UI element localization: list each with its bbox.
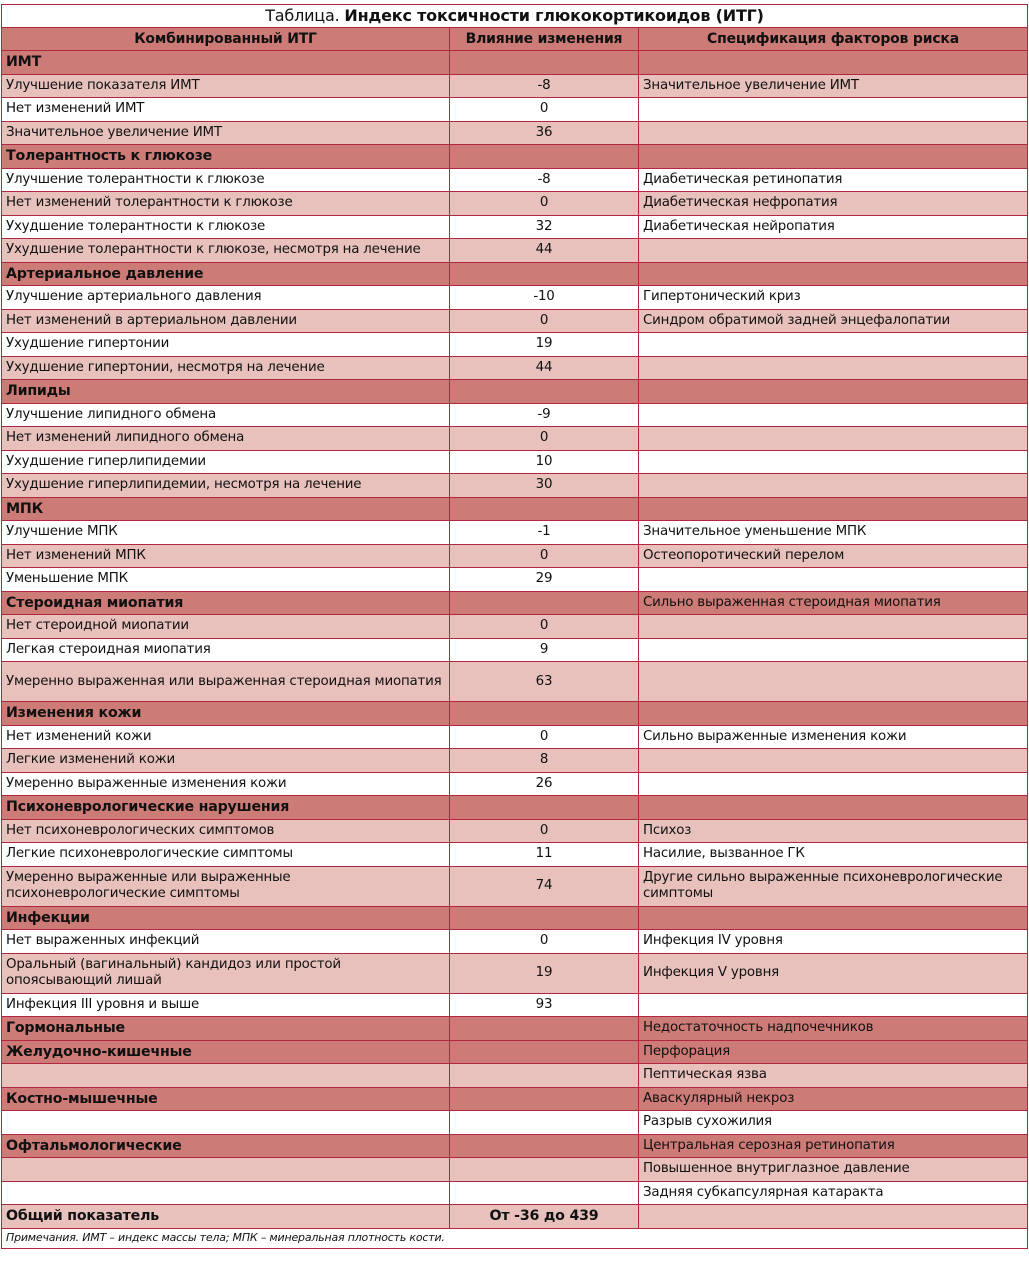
cell-change-impact	[450, 1064, 639, 1088]
cell-criterion: Умеренно выраженная или выраженная стероидная миопатия	[2, 662, 450, 702]
cell-change-impact: 0	[450, 819, 639, 843]
cell-change-impact: 93	[450, 993, 639, 1017]
cell-risk-factor: Насилие, вызванное ГК	[639, 843, 1028, 867]
cell-criterion: Инфекция III уровня и выше	[2, 993, 450, 1017]
cell-criterion: Легкая стероидная миопатия	[2, 638, 450, 662]
cell-risk-factor	[639, 615, 1028, 639]
cell-criterion: Ухудшение гиперлипидемии, несмотря на лечение	[2, 474, 450, 498]
cell-risk-factor	[639, 98, 1028, 122]
total-value: От -36 до 439	[450, 1205, 639, 1229]
cell-criterion: Ухудшение гиперлипидемии	[2, 450, 450, 474]
table-row	[2, 568, 1028, 592]
table-row	[2, 521, 1028, 545]
cell-risk-factor	[639, 474, 1028, 498]
table-row	[2, 544, 1028, 568]
table-row	[2, 403, 1028, 427]
cell-risk-factor	[639, 993, 1028, 1017]
section-row	[2, 1017, 1028, 1041]
section-row	[2, 1040, 1028, 1064]
cell-criterion: Стероидная миопатия	[2, 591, 450, 615]
cell-risk-factor: Психоз	[639, 819, 1028, 843]
cell-risk-factor	[639, 403, 1028, 427]
table-row	[2, 819, 1028, 843]
table-row	[2, 1064, 1028, 1088]
cell-risk-factor	[639, 796, 1028, 820]
cell-risk-factor: Диабетическая ретинопатия	[639, 168, 1028, 192]
cell-risk-factor	[639, 145, 1028, 169]
table-row	[2, 866, 1028, 906]
cell-risk-factor	[639, 749, 1028, 773]
cell-change-impact: 0	[450, 427, 639, 451]
cell-criterion: Изменения кожи	[2, 702, 450, 726]
cell-change-impact	[450, 1111, 639, 1135]
table-row	[2, 74, 1028, 98]
cell-risk-factor	[639, 380, 1028, 404]
cell-change-impact	[450, 1158, 639, 1182]
cell-risk-factor: Разрыв сухожилия	[639, 1111, 1028, 1135]
cell-risk-factor	[639, 662, 1028, 702]
cell-risk-factor	[639, 450, 1028, 474]
cell-risk-factor: Значительное уменьшение МПК	[639, 521, 1028, 545]
cell-criterion: Умеренно выраженные или выраженные психоневрологические симптомы	[2, 866, 450, 906]
gti-table	[1, 4, 1028, 1249]
cell-change-impact	[450, 906, 639, 930]
cell-change-impact: 74	[450, 866, 639, 906]
cell-risk-factor: Перфорация	[639, 1040, 1028, 1064]
table-row	[2, 1111, 1028, 1135]
table-row	[2, 725, 1028, 749]
table-row	[2, 843, 1028, 867]
cell-change-impact: 0	[450, 309, 639, 333]
cell-criterion: Артериальное давление	[2, 262, 450, 286]
table-row	[2, 749, 1028, 773]
cell-change-impact: 0	[450, 725, 639, 749]
cell-risk-factor	[639, 356, 1028, 380]
table-row	[2, 121, 1028, 145]
cell-criterion: Костно-мышечные	[2, 1087, 450, 1111]
cell-change-impact	[450, 1017, 639, 1041]
table-row	[2, 1181, 1028, 1205]
table-row	[2, 356, 1028, 380]
cell-change-impact: 8	[450, 749, 639, 773]
table-row	[2, 98, 1028, 122]
cell-criterion: МПК	[2, 497, 450, 521]
table-row	[2, 192, 1028, 216]
column-header-risk-factors: Спецификация факторов риска	[639, 28, 1028, 51]
cell-change-impact: -8	[450, 74, 639, 98]
cell-criterion: Ухудшение гипертонии, несмотря на лечение	[2, 356, 450, 380]
total-label: Общий показатель	[2, 1205, 450, 1229]
section-row	[2, 145, 1028, 169]
notes-row	[2, 1228, 1028, 1248]
cell-criterion: Ухудшение толерантности к глюкозе	[2, 215, 450, 239]
cell-risk-factor: Повышенное внутриглазное давление	[639, 1158, 1028, 1182]
cell-change-impact: -8	[450, 168, 639, 192]
cell-change-impact: 30	[450, 474, 639, 498]
table-row	[2, 1158, 1028, 1182]
cell-change-impact: 0	[450, 192, 639, 216]
cell-risk-factor	[639, 262, 1028, 286]
cell-change-impact	[450, 796, 639, 820]
table-row	[2, 427, 1028, 451]
cell-change-impact: 0	[450, 930, 639, 954]
cell-risk-factor	[639, 427, 1028, 451]
cell-risk-factor	[639, 51, 1028, 75]
cell-change-impact: 0	[450, 98, 639, 122]
table-row	[2, 930, 1028, 954]
cell-criterion	[2, 1158, 450, 1182]
cell-change-impact	[450, 51, 639, 75]
section-row	[2, 1134, 1028, 1158]
cell-change-impact	[450, 262, 639, 286]
table-row	[2, 772, 1028, 796]
cell-risk-factor	[639, 239, 1028, 263]
cell-change-impact: 0	[450, 544, 639, 568]
cell-risk-factor	[639, 702, 1028, 726]
cell-change-impact: 19	[450, 953, 639, 993]
cell-criterion: Инфекции	[2, 906, 450, 930]
cell-change-impact	[450, 1181, 639, 1205]
cell-risk-factor: Значительное увеличение ИМТ	[639, 74, 1028, 98]
cell-change-impact: 10	[450, 450, 639, 474]
cell-risk-factor: Недостаточность надпочечников	[639, 1017, 1028, 1041]
column-header-row	[2, 28, 1028, 51]
cell-change-impact: 26	[450, 772, 639, 796]
cell-criterion: Улучшение МПК	[2, 521, 450, 545]
cell-change-impact: 29	[450, 568, 639, 592]
cell-criterion: Нет изменений ИМТ	[2, 98, 450, 122]
section-row	[2, 1087, 1028, 1111]
cell-criterion: Улучшение липидного обмена	[2, 403, 450, 427]
section-row	[2, 51, 1028, 75]
cell-criterion: Ухудшение гипертонии	[2, 333, 450, 357]
cell-criterion: Оральный (вагинальный) кандидоз или простой опоясывающий лишай	[2, 953, 450, 993]
cell-change-impact	[450, 591, 639, 615]
cell-change-impact: 32	[450, 215, 639, 239]
cell-criterion: Улучшение показателя ИМТ	[2, 74, 450, 98]
cell-risk-factor	[639, 568, 1028, 592]
gti-table-container	[1, 4, 1027, 1249]
cell-change-impact: 19	[450, 333, 639, 357]
table-row	[2, 333, 1028, 357]
cell-change-impact: 11	[450, 843, 639, 867]
cell-criterion: Психоневрологические нарушения	[2, 796, 450, 820]
cell-criterion: Ухудшение толерантности к глюкозе, несмотря на лечение	[2, 239, 450, 263]
table-body	[2, 51, 1028, 1205]
cell-criterion: Легкие психоневрологические симптомы	[2, 843, 450, 867]
cell-change-impact: 44	[450, 356, 639, 380]
table-row	[2, 474, 1028, 498]
cell-change-impact	[450, 1040, 639, 1064]
cell-risk-factor: Аваскулярный некроз	[639, 1087, 1028, 1111]
cell-criterion: Нет изменений липидного обмена	[2, 427, 450, 451]
cell-change-impact: 63	[450, 662, 639, 702]
table-title-main: Индекс токсичности глюкокортикоидов (ИТГ)	[344, 6, 764, 25]
table-row	[2, 662, 1028, 702]
cell-risk-factor	[639, 906, 1028, 930]
cell-risk-factor: Диабетическая нейропатия	[639, 215, 1028, 239]
cell-risk-factor	[639, 638, 1028, 662]
cell-criterion: Нет изменений МПК	[2, 544, 450, 568]
table-row	[2, 168, 1028, 192]
cell-change-impact	[450, 1087, 639, 1111]
cell-risk-factor: Пептическая язва	[639, 1064, 1028, 1088]
cell-risk-factor: Сильно выраженные изменения кожи	[639, 725, 1028, 749]
cell-change-impact: 0	[450, 615, 639, 639]
cell-change-impact: 44	[450, 239, 639, 263]
cell-criterion: Улучшение толерантности к глюкозе	[2, 168, 450, 192]
section-row	[2, 591, 1028, 615]
cell-risk-factor	[639, 497, 1028, 521]
cell-criterion: Легкие изменений кожи	[2, 749, 450, 773]
cell-risk-factor: Диабетическая нефропатия	[639, 192, 1028, 216]
cell-risk-factor	[639, 772, 1028, 796]
cell-change-impact	[450, 702, 639, 726]
cell-risk-factor	[639, 121, 1028, 145]
cell-change-impact	[450, 1134, 639, 1158]
column-header-change-impact: Влияние изменения	[450, 28, 639, 51]
cell-criterion: ИМТ	[2, 51, 450, 75]
cell-risk-factor: Инфекция IV уровня	[639, 930, 1028, 954]
cell-criterion: Гормональные	[2, 1017, 450, 1041]
table-row	[2, 286, 1028, 310]
cell-risk-factor: Гипертонический криз	[639, 286, 1028, 310]
cell-criterion	[2, 1181, 450, 1205]
table-row	[2, 309, 1028, 333]
table-notes: Примечания. ИМТ – индекс массы тела; МПК – минеральная плотность кости.	[2, 1228, 1028, 1248]
total-risk	[639, 1205, 1028, 1229]
table-row	[2, 615, 1028, 639]
cell-risk-factor: Задняя субкапсулярная катаракта	[639, 1181, 1028, 1205]
cell-criterion: Умеренно выраженные изменения кожи	[2, 772, 450, 796]
table-row	[2, 953, 1028, 993]
table-row	[2, 638, 1028, 662]
cell-criterion	[2, 1111, 450, 1135]
table-title-prefix: Таблица.	[265, 6, 340, 25]
cell-change-impact: -9	[450, 403, 639, 427]
cell-criterion: Нет стероидной миопатии	[2, 615, 450, 639]
cell-criterion: Значительное увеличение ИМТ	[2, 121, 450, 145]
cell-change-impact	[450, 145, 639, 169]
cell-criterion: Желудочно-кишечные	[2, 1040, 450, 1064]
cell-criterion: Липиды	[2, 380, 450, 404]
cell-change-impact: 9	[450, 638, 639, 662]
cell-change-impact: -10	[450, 286, 639, 310]
cell-criterion: Уменьшение МПК	[2, 568, 450, 592]
table-title	[2, 5, 1028, 28]
cell-criterion: Офтальмологические	[2, 1134, 450, 1158]
table-row	[2, 239, 1028, 263]
cell-risk-factor: Сильно выраженная стероидная миопатия	[639, 591, 1028, 615]
cell-change-impact	[450, 380, 639, 404]
cell-criterion	[2, 1064, 450, 1088]
cell-risk-factor: Другие сильно выраженные психоневрологические симптомы	[639, 866, 1028, 906]
cell-change-impact: -1	[450, 521, 639, 545]
column-header-combined-gti: Комбинированный ИТГ	[2, 28, 450, 51]
cell-risk-factor: Синдром обратимой задней энцефалопатии	[639, 309, 1028, 333]
table-row	[2, 215, 1028, 239]
cell-risk-factor: Инфекция V уровня	[639, 953, 1028, 993]
section-row	[2, 497, 1028, 521]
table-row	[2, 450, 1028, 474]
total-row	[2, 1205, 1028, 1229]
section-row	[2, 702, 1028, 726]
section-row	[2, 796, 1028, 820]
cell-criterion: Улучшение артериального давления	[2, 286, 450, 310]
cell-risk-factor	[639, 333, 1028, 357]
cell-criterion: Толерантность к глюкозе	[2, 145, 450, 169]
cell-criterion: Нет изменений кожи	[2, 725, 450, 749]
table-row	[2, 993, 1028, 1017]
cell-criterion: Нет выраженных инфекций	[2, 930, 450, 954]
cell-criterion: Нет психоневрологических симптомов	[2, 819, 450, 843]
section-row	[2, 262, 1028, 286]
cell-change-impact: 36	[450, 121, 639, 145]
section-row	[2, 906, 1028, 930]
cell-risk-factor: Остеопоротический перелом	[639, 544, 1028, 568]
cell-change-impact	[450, 497, 639, 521]
cell-risk-factor: Центральная серозная ретинопатия	[639, 1134, 1028, 1158]
section-row	[2, 380, 1028, 404]
cell-criterion: Нет изменений в артериальном давлении	[2, 309, 450, 333]
cell-criterion: Нет изменений толерантности к глюкозе	[2, 192, 450, 216]
table-title-row	[2, 5, 1028, 28]
